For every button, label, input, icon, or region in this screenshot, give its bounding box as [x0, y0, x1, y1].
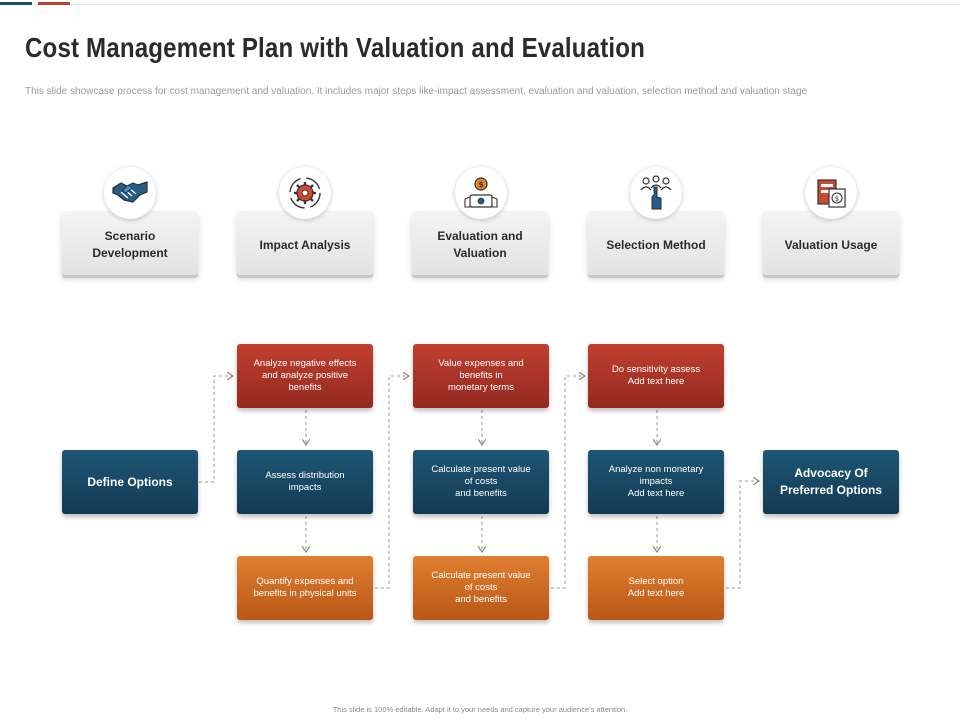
box-text: Do sensitivity assess Add text here — [611, 364, 701, 387]
gear-cycle-icon — [279, 167, 331, 219]
header-label: Selection Method — [606, 237, 706, 252]
header-valuation-usage — [763, 211, 899, 275]
box-text: Value expenses and benefits in monetary terms — [438, 358, 524, 393]
impact-orange-box — [237, 556, 373, 620]
page-subtitle: This slide showcase process for cost management and valuation. It includes major steps like-impact assessment, evaluation and valuation, selection method and valuation stage — [25, 86, 808, 97]
header-label: Evaluation and Valuation — [437, 229, 523, 260]
ledger-coin-icon — [805, 167, 857, 219]
box-text: Assess distribution impacts — [265, 470, 345, 493]
svg-text:$: $ — [478, 180, 484, 189]
selection-orange-box — [588, 556, 724, 620]
box-text: Select option Add text here — [627, 576, 685, 599]
evaluation-blue-box — [413, 450, 549, 514]
header-label: Scenario Development — [92, 229, 168, 260]
page-title: Cost Management Plan with Valuation and Evaluation — [25, 32, 646, 63]
impact-red-box — [237, 344, 373, 408]
define-options-box — [62, 450, 198, 514]
selection-blue-box — [588, 450, 724, 514]
box-text: Quantify expenses and benefits in physical units — [253, 576, 357, 599]
footer-note: This slide is 100% editable. Adapt it to your needs and capture your audience's attention. — [332, 705, 628, 714]
svg-text:$: $ — [834, 195, 840, 203]
evaluation-red-box — [413, 344, 549, 408]
define-options-label: Define Options — [87, 474, 173, 489]
header-label: Impact Analysis — [259, 237, 351, 252]
header-evaluation-valuation — [412, 211, 548, 275]
advocacy-label: Advocacy Of Preferred Options — [779, 466, 883, 497]
box-text: Calculate present value of costs and benefits — [431, 570, 531, 605]
header-label: Valuation Usage — [784, 237, 878, 252]
connector-selection-to-advocacy — [726, 481, 759, 588]
header-scenario-development — [62, 211, 198, 275]
advocacy-box — [763, 450, 899, 514]
box-text: Analyze non monetary impacts Add text here — [608, 464, 704, 499]
selection-red-box — [588, 344, 724, 408]
team-selection-icon — [630, 167, 682, 219]
connector-impact-to-evaluation — [375, 376, 409, 588]
box-text: Analyze negative effects and analyze positive benefits — [253, 358, 357, 393]
connector-define-to-impact — [199, 376, 233, 482]
connector-eval-to-selection — [551, 376, 585, 588]
header-selection-method — [588, 211, 724, 275]
impact-blue-box — [237, 450, 373, 514]
handshake-icon — [104, 167, 156, 219]
money-gear-icon — [455, 167, 507, 219]
header-impact-analysis — [237, 211, 373, 275]
evaluation-orange-box — [413, 556, 549, 620]
box-text: Calculate present value of costs and benefits — [431, 464, 531, 499]
